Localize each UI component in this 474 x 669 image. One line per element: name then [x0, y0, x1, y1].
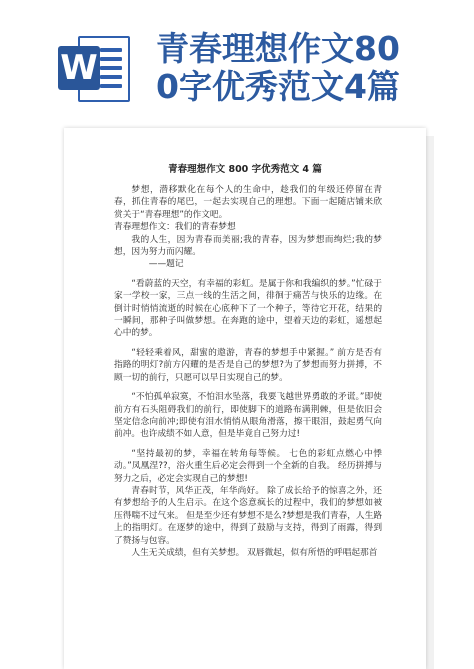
word-icon-line: [100, 84, 122, 88]
paragraph: “不怕孤单寂寞，不怕泪水坠落，我要飞越世界勇敢的矛谎。”即使前方有石头阻碍我们的前行，即使脚下的道路布满荆棘，但是依旧会坚定信念向前冲;即使有泪水悄悄从眼角滑落，擦干眼泪，鼓起勇气向前冲。也许成绩不如人意，但是毕竟自己努力过!: [114, 392, 382, 440]
word-icon-line: [100, 57, 122, 61]
document-body: [114, 184, 382, 559]
page-title: [156, 30, 456, 106]
section-subtitle: 青春理想作文：我们的青春梦想: [114, 222, 236, 233]
word-document-icon: [58, 36, 130, 102]
document-page: [64, 128, 426, 669]
paragraph: 我的人生，因为青春而美丽;我的青春，因为梦想而绚烂;我的梦想，因为努力而闪耀。: [114, 234, 382, 258]
header-banner: [0, 0, 474, 115]
epigraph-signature: ——题记: [148, 259, 184, 270]
word-icon-line: [100, 66, 122, 70]
word-icon-line: [100, 75, 122, 79]
paragraph: “坚持最初的梦，幸福在转角每等候。 七色的彩虹点燃心中悸动。”凤凰涅??，浴火重生后必定会得到一个全新的自我。 经历拼搏与努力之后，必定会实现自己的梦想!: [114, 448, 382, 484]
intro-paragraph: 梦想，潜移默化在每个人的生命中，趁我们的年级还停留在青春，抓住青春的尾巴，一起去实现自己的理想。下面一起随店铺来欣赏关于“青春理想”的作文吧。: [114, 185, 382, 220]
paragraph: “轻轻乘着风，甜蜜的遨游，青春的梦想手中紧握。” 前方是否有指路的明灯?前方闪耀的是否是自己的梦想?为了梦想而努力拼搏，不顾一切的前行，只愿可以早日实现自己的梦。: [114, 347, 382, 383]
document-title: 青春理想作文 800 字优秀范文 4 篇: [168, 164, 322, 175]
title-line-2: 0字优秀范文4篇: [156, 67, 400, 106]
word-icon-line: [100, 48, 122, 52]
word-icon-letter: W: [58, 46, 100, 90]
paragraph: “看蔚蓝的天空，有幸福的彩虹。是属于你和我编织的梦。”忙碌于家一学校一家，三点一线的生活之间，徘徊于痛苦与快乐的边缘。在倒计时悄悄流逝的时候在心底种下了一个种子，等待它开花，结果的一瞬间，那种子叫做梦想。在奔跑的途中，望着天边的彩虹，遥想起心中的梦。: [114, 278, 382, 339]
paragraph: 青春时节，风华正茂，年华尚好。 除了成长给予的惊喜之外，还有梦想给予的人生启示。在这个恣意疯长的过程中，我们的梦想如被压得喘不过气来。 但是至少还有梦想不是么?梦想是我们青春，人生路上的指明灯。在逐梦的途中，得到了鼓励与支持，得到了雨露，得到了赞扬与包容。: [114, 485, 382, 546]
title-line-1: 青春理想作文80: [156, 29, 400, 68]
paragraph: 人生无关成绩，但有关梦想。 双唇微起，似有所悟的呼唱起那首: [131, 547, 378, 558]
